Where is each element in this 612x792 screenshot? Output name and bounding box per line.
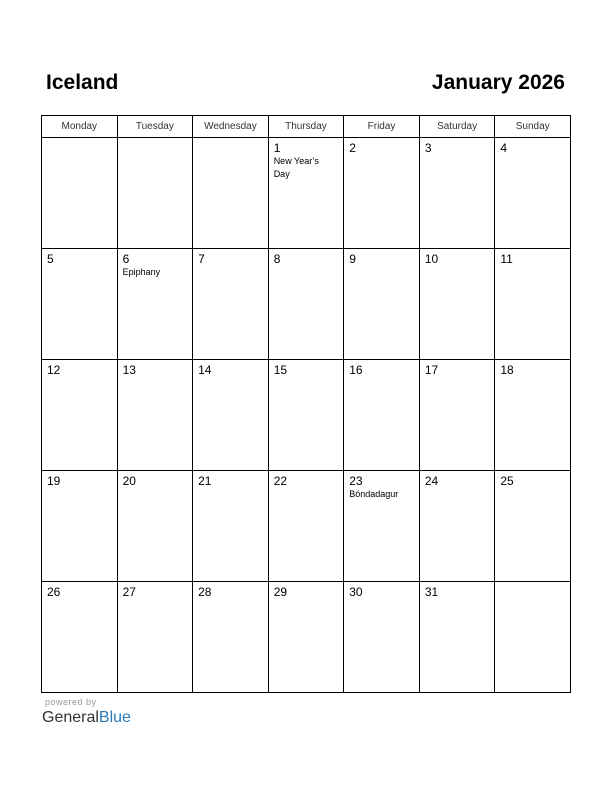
day-number: 18 [500, 363, 514, 377]
day-cell [268, 360, 344, 471]
day-number: 27 [122, 585, 136, 599]
day-number: 26 [47, 585, 61, 599]
week-row-4 [42, 471, 571, 582]
weekday-header-sunday: Sunday [495, 116, 571, 138]
day-cell [193, 249, 269, 360]
day-cell [344, 582, 420, 693]
day-cell [117, 249, 193, 360]
day-number: 9 [349, 252, 356, 266]
day-cell [344, 249, 420, 360]
day-number: 24 [424, 474, 439, 488]
day-cell [42, 360, 118, 471]
generalblue-logo-link[interactable] [42, 708, 131, 728]
day-cell [117, 582, 193, 693]
day-cell [42, 249, 118, 360]
week-row-2 [42, 249, 571, 360]
month-title: January 2026 [431, 71, 565, 94]
day-cell [268, 471, 344, 582]
powered-by-label: powered by [45, 697, 97, 707]
day-number: 8 [273, 252, 281, 266]
day-cell [193, 471, 269, 582]
day-number: 23 [349, 474, 363, 488]
weekday-header-thursday: Thursday [268, 116, 344, 138]
holiday-label: New Year’s Day [273, 156, 319, 179]
day-cell [117, 471, 193, 582]
holiday-label: Epiphany [122, 267, 161, 277]
day-cell [344, 360, 420, 471]
day-number: 14 [198, 363, 212, 377]
day-cell [193, 360, 269, 471]
day-number: 16 [349, 363, 363, 377]
day-number: 2 [349, 141, 356, 155]
day-cell [419, 360, 495, 471]
day-number: 3 [424, 141, 432, 155]
day-number: 13 [122, 363, 136, 377]
day-cell [42, 471, 118, 582]
day-cell [419, 471, 495, 582]
day-cell [495, 582, 571, 693]
day-cell [268, 138, 344, 249]
day-number: 25 [500, 474, 514, 488]
day-cell [344, 471, 420, 582]
day-cell [495, 471, 571, 582]
day-cell [268, 582, 344, 693]
day-number: 28 [198, 585, 212, 599]
day-cell [42, 582, 118, 693]
weekday-header-monday: Monday [42, 116, 118, 138]
holiday-label: Bóndadagur [349, 489, 399, 499]
day-number: 21 [198, 474, 212, 488]
brand-general-text: General [42, 709, 99, 726]
day-number: 31 [424, 585, 439, 599]
day-number: 5 [47, 252, 54, 266]
brand-blue-text: Blue [98, 709, 131, 726]
week-row-3 [42, 360, 571, 471]
day-cell [419, 582, 495, 693]
day-cell [117, 138, 193, 249]
day-number: 15 [273, 363, 288, 377]
day-number: 11 [500, 252, 513, 266]
week-row-1 [42, 138, 571, 249]
day-number: 1 [273, 141, 281, 155]
day-cell [193, 582, 269, 693]
day-cell [193, 138, 269, 249]
country-title: Iceland [46, 71, 119, 94]
day-cell [495, 249, 571, 360]
day-cell [495, 138, 571, 249]
weekday-header-wednesday: Wednesday [193, 116, 269, 138]
day-number: 17 [424, 363, 439, 377]
calendar-grid [41, 115, 571, 693]
day-number: 10 [424, 252, 439, 266]
day-cell [495, 360, 571, 471]
day-cell [268, 249, 344, 360]
day-number: 12 [47, 363, 61, 377]
day-number: 4 [500, 141, 508, 155]
day-number: 22 [273, 474, 288, 488]
weekday-header-row [42, 116, 571, 138]
weekday-header-saturday: Saturday [419, 116, 495, 138]
day-cell [419, 138, 495, 249]
weekday-header-tuesday: Tuesday [117, 116, 193, 138]
day-cell [419, 249, 495, 360]
day-cell [344, 138, 420, 249]
weekday-header-friday: Friday [344, 116, 420, 138]
day-number: 19 [47, 474, 61, 488]
day-number: 30 [349, 585, 363, 599]
day-number: 29 [273, 585, 288, 599]
day-cell [42, 138, 118, 249]
week-row-5 [42, 582, 571, 693]
day-number: 6 [122, 252, 130, 266]
day-cell [117, 360, 193, 471]
day-number: 7 [198, 252, 205, 266]
day-number: 20 [122, 474, 136, 488]
